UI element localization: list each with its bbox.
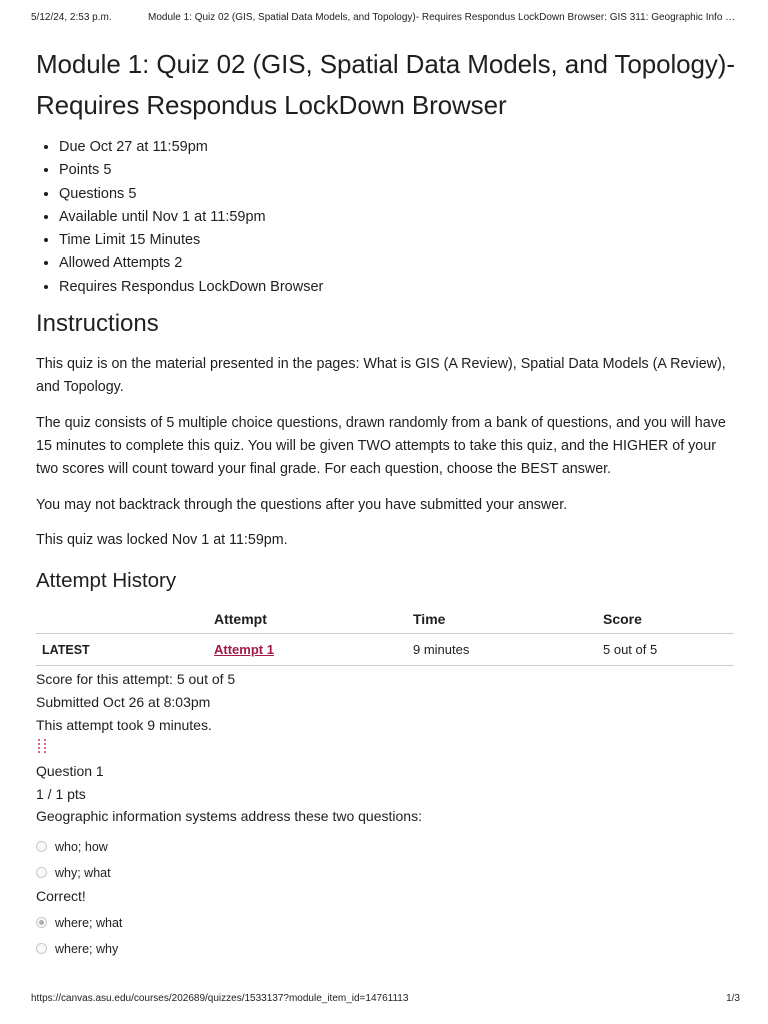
- attempt-cell: [208, 634, 407, 666]
- quiz-title: Module 1: Quiz 02 (GIS, Spatial Data Models, and Topology)- Requires Respondus LockDown Browser: [36, 49, 735, 120]
- table-header-row: [36, 606, 734, 634]
- question-header: [36, 760, 736, 828]
- answer-option-label: where; why: [55, 941, 119, 956]
- attempt-submitted-line: Submitted Oct 26 at 8:03pm: [36, 694, 211, 711]
- print-page-number: 1/3: [726, 993, 740, 1004]
- answer-option[interactable]: [36, 834, 736, 860]
- instructions-heading: Instructions: [36, 310, 159, 338]
- attempt-summary: [36, 668, 736, 737]
- drag-handle-icon: [38, 739, 48, 757]
- table-row: [36, 634, 734, 666]
- column-header-attempt: Attempt: [208, 606, 407, 634]
- answer-option-label: why; what: [55, 865, 111, 880]
- quiz-locked-notice: This quiz was locked Nov 1 at 11:59pm.: [36, 531, 288, 548]
- question-label: Question 1: [36, 763, 104, 780]
- radio-button-icon[interactable]: [36, 841, 47, 852]
- quiz-detail-attempts: • Allowed Attempts 2: [59, 252, 736, 275]
- radio-button-icon[interactable]: [36, 867, 47, 878]
- answer-option[interactable]: [36, 936, 736, 962]
- latest-label: LATEST: [36, 634, 208, 666]
- quiz-details: [36, 136, 736, 299]
- radio-button-icon[interactable]: [36, 943, 47, 954]
- instructions-paragraph: This quiz is on the material presented in the pages: What is GIS (A Review), Spatial Data Models (A Review), and Topology.: [36, 356, 726, 396]
- print-header: [31, 12, 744, 28]
- quiz-detail-questions: • Questions 5: [59, 183, 736, 206]
- quiz-detail-available: • Available until Nov 1 at 11:59pm: [59, 206, 736, 229]
- attempt-score: 5 out of 5: [597, 634, 734, 666]
- answer-options: [36, 834, 736, 962]
- answer-option-selected[interactable]: [36, 910, 736, 936]
- attempt-history-table: [36, 606, 734, 666]
- quiz-detail-lockdown: • Requires Respondus LockDown Browser: [59, 276, 736, 299]
- question-text: Geographic information systems address these two questions:: [36, 808, 422, 825]
- attempt-link[interactable]: Attempt 1: [214, 642, 274, 658]
- instructions-paragraph: You may not backtrack through the questions after you have submitted your answer.: [36, 496, 568, 513]
- attempt-history-heading: Attempt History: [36, 569, 177, 593]
- quiz-detail-due: • Due Oct 27 at 11:59pm: [59, 136, 736, 159]
- print-footer: [31, 993, 740, 1009]
- quiz-detail-time-limit: • Time Limit 15 Minutes: [59, 229, 736, 252]
- answer-option-label: where; what: [55, 915, 123, 930]
- attempt-score-line: Score for this attempt: 5 out of 5: [36, 671, 236, 688]
- column-header: [36, 606, 208, 634]
- print-timestamp: 5/12/24, 2:53 p.m.: [31, 12, 112, 23]
- column-header-time: Time: [407, 606, 597, 634]
- correct-answer-label: Correct!: [36, 887, 86, 904]
- attempt-time: 9 minutes: [407, 634, 597, 666]
- quiz-detail-points: • Points 5: [59, 159, 736, 182]
- question-points: 1 / 1 pts: [36, 785, 86, 802]
- answer-option[interactable]: [36, 860, 736, 886]
- print-page-title: Module 1: Quiz 02 (GIS, Spatial Data Models, and Topology)- Requires Respondus LockDown Browser: GIS 311: Geographic Info …: [148, 12, 736, 23]
- print-url: https://canvas.asu.edu/courses/202689/quizzes/1533137?module_item_id=14761113: [31, 993, 409, 1004]
- column-header-score: Score: [597, 606, 734, 634]
- quiz-content: [36, 44, 736, 962]
- instructions-paragraph: The quiz consists of 5 multiple choice questions, drawn randomly from a bank of questions, and you will have 15 minutes to complete this quiz. You will be given TWO attempts to take this quiz, and the HIGHER of your two scores will count toward your final grade. For each question, choose the BEST answer.: [36, 414, 726, 478]
- radio-button-selected-icon[interactable]: [36, 917, 47, 928]
- answer-option-label: who; how: [55, 839, 108, 854]
- attempt-duration-line: This attempt took 9 minutes.: [36, 717, 212, 734]
